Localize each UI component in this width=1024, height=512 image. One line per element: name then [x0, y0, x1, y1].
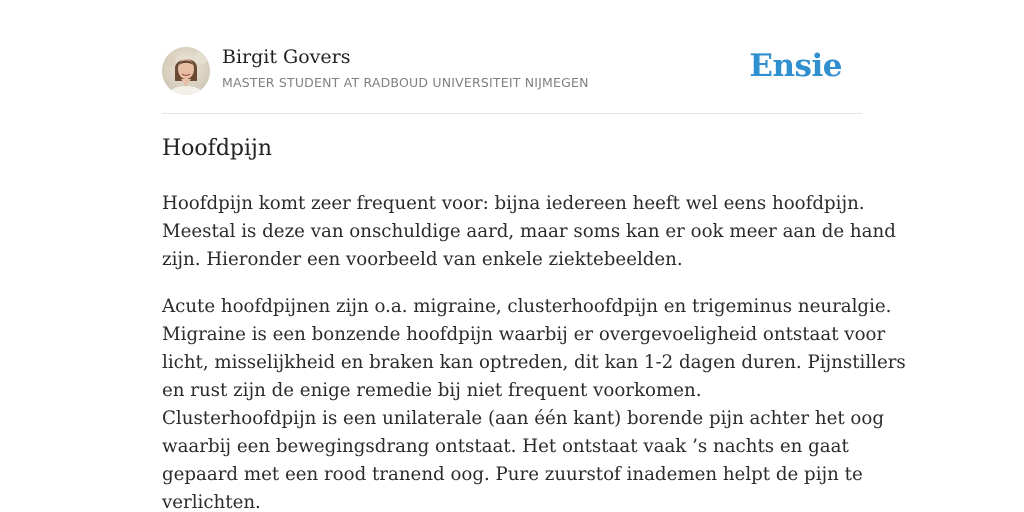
text-line: zijn. Hieronder een voorbeeld van enkele ziektebeelden.: [162, 249, 683, 270]
text-line: Acute hoofdpijnen zijn o.a. migraine, clusterhoofdpijn en trigeminus neuralgie.: [162, 296, 892, 317]
text-line: Meestal is deze van onschuldige aard, maar soms kan er ook meer aan de hand: [162, 221, 896, 242]
text-line: Migraine is een bonzende hoofdpijn waarbij er overgevoeligheid ontstaat voor: [162, 324, 886, 345]
text-line: licht, misselijkheid en braken kan optreden, dit kan 1-2 dagen duren. Pijnstillers: [162, 352, 906, 373]
avatar[interactable]: [162, 47, 210, 95]
text-line: gepaard met een rood tranend oog. Pure zuurstof inademen helpt de pijn te: [162, 464, 863, 485]
author-name[interactable]: Birgit Govers: [222, 46, 351, 68]
text-line: verlichten.: [162, 492, 261, 512]
text-line: en rust zijn de enige remedie bij niet frequent voorkomen.: [162, 380, 702, 401]
author-header: [162, 46, 862, 113]
text-line: Hoofdpijn komt zeer frequent voor: bijna iedereen heeft wel eens hoofdpijn.: [162, 193, 865, 214]
header-divider: [162, 113, 862, 114]
article-body: [162, 190, 906, 512]
ensie-logo[interactable]: Ensie: [749, 48, 842, 84]
text-line: waarbij een bewegingsdrang ontstaat. Het ontstaat vaak ’s nachts en gaat: [162, 436, 849, 457]
paragraph: [162, 293, 906, 512]
avatar-image: [162, 47, 210, 95]
paragraph: [162, 190, 896, 274]
article-title: Hoofdpijn: [162, 136, 273, 161]
text-line: Clusterhoofdpijn is een unilaterale (aan één kant) borende pijn achter het oog: [162, 408, 884, 429]
author-title: MASTER STUDENT AT RADBOUD UNIVERSITEIT NIJMEGEN: [222, 75, 589, 90]
